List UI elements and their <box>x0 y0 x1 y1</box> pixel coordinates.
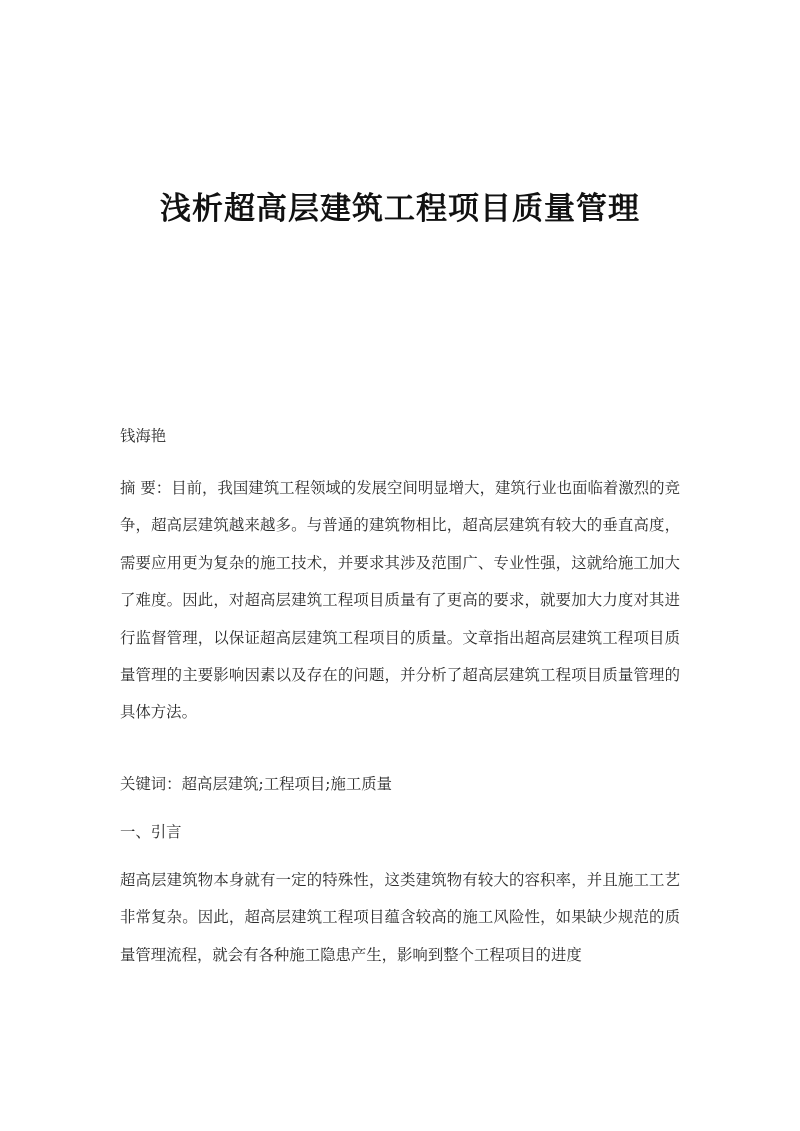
keywords-line: 关键词：超高层建筑;工程项目;施工质量 <box>120 775 393 793</box>
intro-paragraph: 超高层建筑物本身就有一定的特殊性，这类建筑物有较大的容积率，并且施工工艺非常复杂。因此，超高层建筑工程项目蕴含较高的施工风险性，如果缺少规范的质量管理流程，就会有各种施工隐患产生，影响到整个工程项目的进度 <box>120 871 680 964</box>
abstract-text: 目前，我国建筑工程领域的发展空间明显增大，建筑行业也面临着激烈的竞争，超高层建筑越来越多。与普通的建筑物相比，超高层建筑有较大的垂直高度，需要应用更为复杂的施工技术，并要求其涉及范围广、专业性强，这就给施工加大了难度。因此，对超高层建筑工程项目质量有了更高的要求，就要加大力度对其进行监督管理，以保证超高层建筑工程项目的质量。文章指出超高层建筑工程项目质量管理的主要影响因素以及存在的问题，并分析了超高层建筑工程项目质量管理的具体方法。 <box>120 479 680 722</box>
document-title: 浅析超高层建筑工程项目质量管理 <box>160 191 640 227</box>
abstract-paragraph <box>120 470 680 732</box>
author-name: 钱海艳 <box>120 427 167 445</box>
abstract-label: 摘 要： <box>120 479 172 497</box>
section-heading: 一、引言 <box>120 823 182 841</box>
